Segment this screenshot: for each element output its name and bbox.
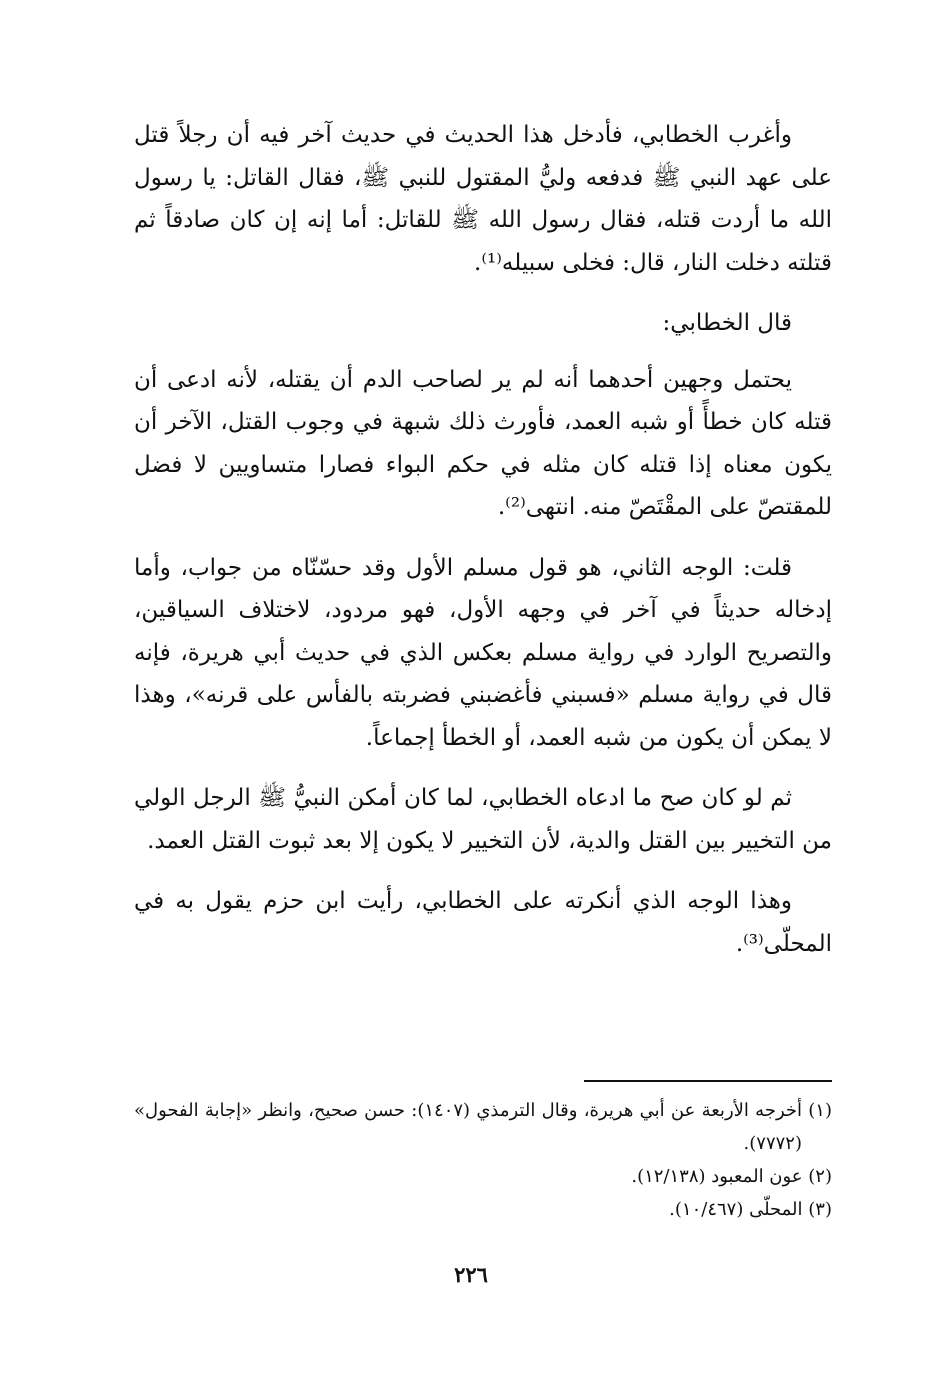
footnote-separator — [584, 1080, 832, 1082]
paragraph-1: وأغرب الخطابي، فأدخل هذا الحديث في حديث آخر فيه أن رجلاً قتل على عهد النبي ﷺ فدفعه وليُّ المقتول للنبي ﷺ، فقال القاتل: يا رسول الله ما أردت قتله، فقال رسول الله ﷺ للقاتل: أما إنه إن كان صادقاً ثم قتلته دخلت النار، قال: فخلى سبيله⁽¹⁾. — [134, 122, 832, 276]
footnote-3: (٣) المحلّى (١٠/٤٦٧). — [669, 1199, 832, 1220]
footnote-1: (١) أخرجه الأربعة عن أبي هريرة، وقال الترمذي (١٤٠٧): حسن صحيح، وانظر «إجابة الفحول» (٧٧٧٢). — [134, 1100, 832, 1154]
main-text — [134, 114, 832, 983]
paragraph-4: قلت: الوجه الثاني، هو قول مسلم الأول وقد حسّنّاه من جواب، وأما إدخاله حديثاً في آخر في وجهه الأول، فهو مردود، لاختلاف السياقين، والتصريح الوارد في رواية مسلم بعكس الذي في حديث أبي هريرة، فإنه قال في رواية مسلم «فسبني فأغضبني فضربته بالفأس على قرنه»، وهذا لا يمكن أن يكون من شبه العمد، أو الخطأ إجماعاً. — [134, 554, 832, 751]
paragraph-6: وهذا الوجه الذي أنكرته على الخطابي، رأيت ابن حزم يقول به في المحلّى⁽³⁾. — [134, 888, 832, 957]
paragraph-3: يحتمل وجهين أحدهما أنه لم ير لصاحب الدم أن يقتله، لأنه ادعى أن قتله كان خطأً أو شبه العمد، فأورث ذلك شبهة في وجوب القتل، الآخر أن يكون معناه إذا قتله كان مثله في حكم البواء فصارا متساويين لا فضل للمقتصّ على المقْتَصّ منه. انتهى⁽²⁾. — [134, 366, 832, 520]
paragraph-2: قال الخطابي: — [662, 310, 792, 336]
footnote-2: (٢) عون المعبود (١٢/١٣٨). — [631, 1166, 832, 1187]
footnotes — [134, 1094, 832, 1226]
paragraph-5: ثم لو كان صح ما ادعاه الخطابي، لما كان أمكن النبيُّ ﷺ الرجل الولي من التخيير بين القتل والدية، لأن التخيير لا يكون إلا بعد ثبوت القتل العمد. — [134, 785, 832, 854]
page-number: ٢٢٦ — [454, 1262, 488, 1287]
